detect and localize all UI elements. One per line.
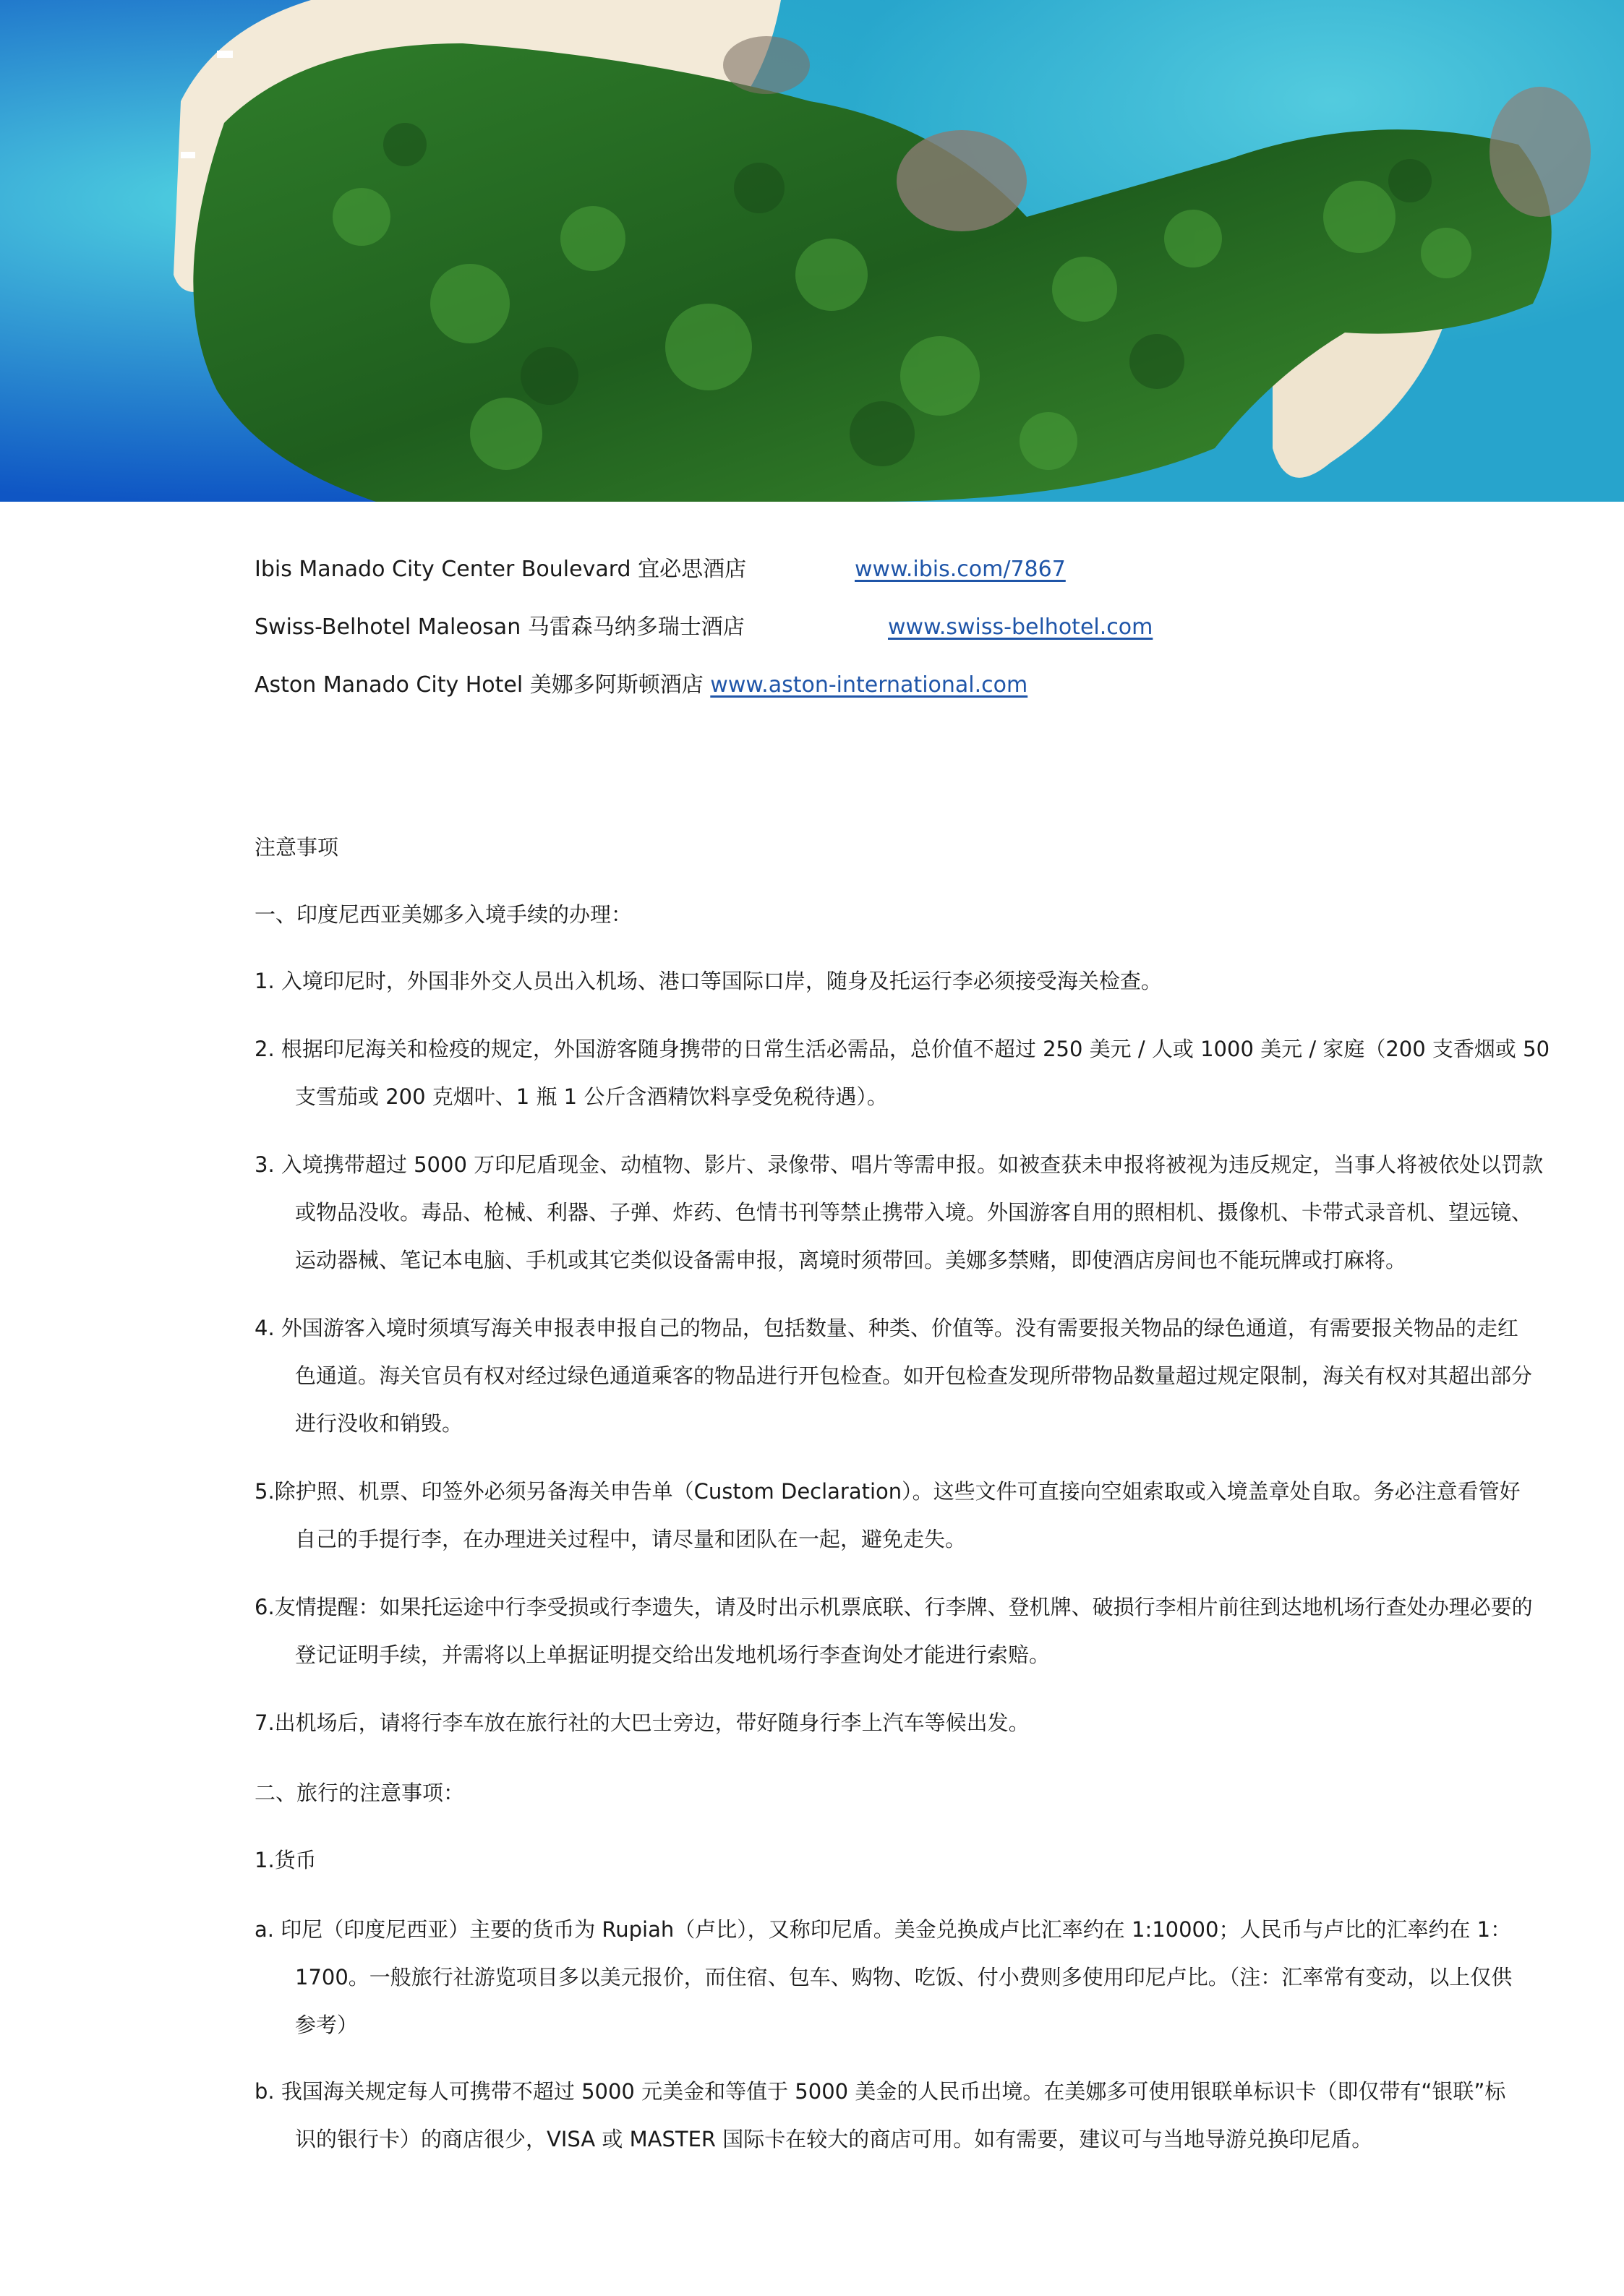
section-2-heading: 二、旅行的注意事项： xyxy=(255,1781,465,1805)
item-line: 1. 入境印尼时，外国非外交人员出入机场、港口等国际口岸，随身及托运行李必须接受海关检查。 xyxy=(255,969,1162,993)
list-item xyxy=(255,1906,1513,2049)
item-line: 色通道。海关官员有权对经过绿色通道乘客的物品进行开包检查。如开包检查发现所带物品数量超过规定限制，海关有权对其超出部分 xyxy=(295,1363,1533,1388)
banner-image xyxy=(0,0,1624,502)
hotel-link-swiss-belhotel[interactable]: www.swiss-belhotel.com xyxy=(888,614,1153,640)
section-1-heading: 一、印度尼西亚美娜多入境手续的办理： xyxy=(255,902,633,927)
item-line: 6.友情提醒：如果托运途中行李受损或行李遗失，请及时出示机票底联、行李牌、登机牌、破损行李相片前往到达地机场行查处办理必要的 xyxy=(255,1595,1533,1619)
item-line: 支雪茄或 200 克烟叶、1 瓶 1 公斤含酒精饮料享受免税待遇）。 xyxy=(295,1084,888,1109)
hotel-item-aston xyxy=(255,671,1027,700)
hotel-name: Ibis Manado City Center Boulevard 宜必思酒店 xyxy=(255,557,747,582)
item-line: 登记证明手续，并需将以上单据证明提交给出发地机场行李查询处才能进行索赔。 xyxy=(295,1642,1051,1667)
item-line: 4. 外国游客入境时须填写海关申报表申报自己的物品，包括数量、种类、价值等。没有需要报关物品的绿色通道，有需要报关物品的走红 xyxy=(255,1316,1518,1340)
item-line: 运动器械、笔记本电脑、手机或其它类似设备需申报，离境时须带回。美娜多禁赌，即使酒店房间也不能玩牌或打麻将。 xyxy=(295,1248,1407,1272)
item-line: 1700。一般旅行社游览项目多以美元报价，而住宿、包车、购物、吃饭、付小费则多使用印尼卢比。（注：汇率常有变动，以上仅供 xyxy=(295,1965,1513,1989)
list-item xyxy=(255,1699,1491,1747)
list-item xyxy=(255,1468,1521,1563)
item-line: b. 我国海关规定每人可携带不超过 5000 元美金和等值于 5000 美金的人民币出境。在美娜多可使用银联单标识卡（即仅带有“银联”标 xyxy=(255,2079,1506,2104)
hotel-item-swiss-belhotel xyxy=(255,613,745,642)
item-line: 或物品没收。毒品、枪械、利器、子弹、炸药、色情书刊等禁止携带入境。外国游客自用的照相机、摄像机、卡带式录音机、望远镜、 xyxy=(295,1200,1533,1225)
list-item xyxy=(255,957,1491,1005)
hotel-item-ibis xyxy=(255,555,746,584)
aerial-island-photo-icon xyxy=(0,0,1624,502)
hotel-name: Swiss-Belhotel Maleosan 马雷森马纳多瑞士酒店 xyxy=(255,614,745,640)
list-item xyxy=(255,1025,1550,1121)
item-line: 进行没收和销毁。 xyxy=(295,1411,463,1436)
item-line: 3. 入境携带超过 5000 万印尼盾现金、动植物、影片、录像带、唱片等需申报。如被查获未申报将被视为违反规定，当事人将被依处以罚款 xyxy=(255,1152,1544,1177)
list-item xyxy=(255,2068,1506,2163)
section-2-subheading: 1.货币 xyxy=(255,1848,317,1872)
item-line: 参考） xyxy=(295,2013,359,2037)
list-item xyxy=(255,1304,1533,1447)
list-item xyxy=(255,1141,1544,1284)
hotel-link-ibis[interactable]: www.ibis.com/7867 xyxy=(855,557,1066,582)
item-line: 5.除护照、机票、印签外必须另备海关申告单（Custom Declaration）。这些文件可直接向空姐索取或入境盖章处自取。务必注意看管好 xyxy=(255,1479,1521,1504)
hotel-link-aston[interactable]: www.aston-international.com xyxy=(710,672,1028,698)
item-line: 2. 根据印尼海关和检疫的规定，外国游客随身携带的日常生活必需品，总价值不超过 250 美元 / 人或 1000 美元 / 家庭（200 支香烟或 50 xyxy=(255,1037,1550,1061)
list-item xyxy=(255,1583,1533,1679)
hotel-name: Aston Manado City Hotel 美娜多阿斯顿酒店 xyxy=(255,672,711,698)
item-line: a. 印尼（印度尼西亚）主要的货币为 Rupiah（卢比），又称印尼盾。美金兑换成卢比汇率约在 1:10000；人民币与卢比的汇率约在 1： xyxy=(255,1917,1512,1942)
item-line: 识的银行卡）的商店很少，VISA 或 MASTER 国际卡在较大的商店可用。如有需要，建议可与当地导游兑换印尼盾。 xyxy=(295,2127,1373,2151)
item-line: 自己的手提行李，在办理进关过程中，请尽量和团队在一起，避免走失。 xyxy=(295,1527,967,1551)
notice-title: 注意事项 xyxy=(255,835,339,860)
item-line: 7.出机场后，请将行李车放在旅行社的大巴士旁边，带好随身行李上汽车等候出发。 xyxy=(255,1710,1030,1735)
